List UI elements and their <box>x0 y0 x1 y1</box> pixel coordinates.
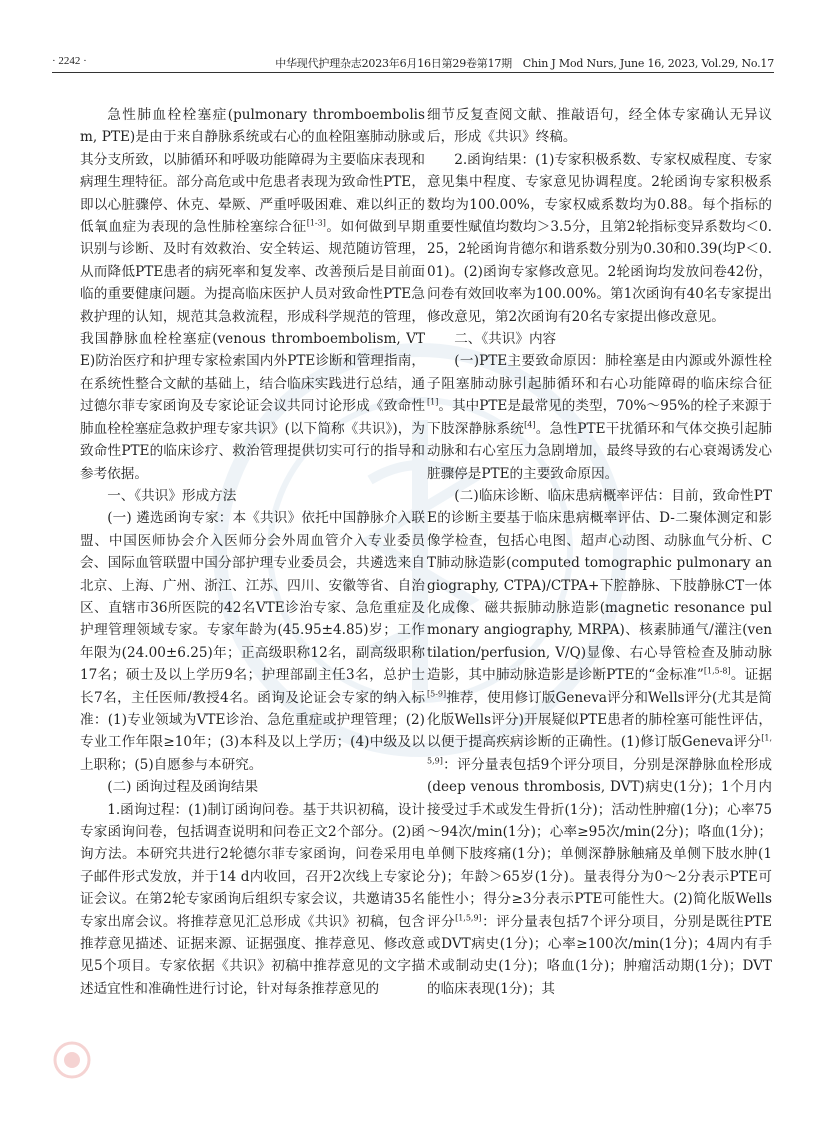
left-column <box>80 104 425 1000</box>
citation: [1-3] <box>306 218 326 228</box>
citation: [5-9] <box>427 689 447 699</box>
paragraph: 1.函询过程：(1)制订函询问卷。基于共识初稿，设计专家函询问卷，包括调查说明和问卷正文2个部分。(2)函询方法。本研究共进行2轮德尔菲专家函询，问卷采用电子邮件形式发放，并于14 d内收回，召开2次线上专家论证会议。在第2轮专家函询后组织专家会议，共邀请35名专家出席会议。将推荐意见汇总形成《共识》初稿，包含推荐意见描述、证据来源、证据强度、推荐意见、修改意见5个项目。专家依据《共识》初稿中推荐意见的文字描述适宜性和准确性进行讨论，针对每条推荐意见的 <box>80 801 425 997</box>
citation: [1] <box>427 397 439 407</box>
right-column <box>427 104 772 1000</box>
paragraph: 2.函询结果：(1)专家积极系数、专家权威程度、专家意见集中程度、专家意见协调程度。2轮函询专家积极系数均为100.00%，专家权威系数均为0.88。每个指标的重要性赋值均数均＞3.5分，且第2轮指标变异系数均＜0.25，2轮函询肯德尔和谐系数分别为0.30和0.39(均P＜0.01)。(2)函询专家修改意见。2轮函询均发放问卷42份，问卷有效回收率为100.00%。第1次函询有40名专家提出修改意见，第2次函询有20名专家提出修改意见。 <box>427 151 772 325</box>
subsection-heading: (二) 函询过程及函询结果 <box>107 779 259 796</box>
running-header <box>52 52 774 73</box>
paragraph: (一)PTE主要致命原因：肺栓塞是由内源或外源性栓子阻塞肺动脉引起肺循环和右心功能障碍的临床综合征[1]。其中PTE是最常见的类型，70%～95%的栓子来源于下肢深静脉系统[4]。急性PTE干扰循环和气体交换引起肺动脉和右心室压力急剧增加，最终导致的右心衰竭诱发心脏骤停是PTE的主要致命原因。 <box>427 353 772 482</box>
paragraph: 细节反复查阅文献、推敲语句，经全体专家确认无异议后，形成《共识》终稿。 <box>427 107 772 146</box>
citation: [1,5,9] <box>455 913 482 923</box>
subsection-heading: (一) 遴选函询专家： <box>107 510 233 527</box>
page-number: · 2242 · <box>52 55 87 67</box>
intro-paragraph: 急性肺血栓栓塞症(pulmonary thromboembolism, PTE)是由于来自静脉系统或右心的血栓阻塞肺动脉或其分支所致，以肺循环和呼吸功能障碍为主要临床表现和病理生理特征。部分高危或中危患者表现为致命性PTE，即以心脏骤停、休克、晕厥、严重呼吸困难、难以纠正的低氧血症为表现的急性肺栓塞综合征[1-3]。如何做到早期识别与诊断、及时有效救治、安全转运、规范随访管理，从而降低PTE患者的病死率和复发率、改善预后是目前面临的重要健康问题。为提高临床医护人员对致命性PTE急救护理的认知，规范其急救流程，形成科学规范的管理，我国静脉血栓栓塞症(venous thromboembolism, VTE)防治医疗和护理专家检索国内外PTE诊断和管理指南，在系统性整合文献的基础上，结合临床实践进行总结，通过德尔菲专家函询及专家论证会议共同讨论形成《致命性肺血栓栓塞症急救护理专家共识》(以下简称《共识》)，为致命性PTE的临床诊疗、救治管理提供切实可行的指导和参考依据。 <box>80 107 426 482</box>
citation: [4] <box>524 420 536 430</box>
section-heading: 二、《共识》内容 <box>454 331 557 348</box>
paragraph: (二)临床诊断、临床患病概率评估：目前，致命性PTE的诊断主要基于临床患病概率评估、D-二聚体测定和影像学检查，包括心电图、超声心动图、动脉血气分析、CT肺动脉造影(computed tomographic pulmonary angiography, CTPA)/CTPA+下腔静脉、下肢静脉CT一体化成像、磁共振肺动脉造影(magnetic resonance pulmonary angiography, MRPA)、核素肺通气/灌注(ventilation/perfusion, V/Q)显像、右心导管检查及肺动脉造影，其中肺动脉造影是诊断PTE的“金标准”[1,5-8]。证据[5-9]推荐，使用修订版Geneva评分和Wells评分(尤其是简化版Wells评分)开展疑似PTE患者的肺栓塞可能性评估，以便于提高疾病诊断的正确性。(1)修订版Geneva评分[1,5,9]：评分量表包括9个评分项目，分别是深静脉血栓形成(deep venous thrombosis, DVT)病史(1分)；1个月内接受过手术或发生骨折(1分)；活动性肿瘤(1分)；心率75～94次/min(1分)；心率≥95次/min(2分)；咯血(1分)；单侧下肢疼痛(1分)；单侧深静脉触痛及单侧下肢水肿(1分)；年龄＞65岁(1分)。量表得分为0～2分表示PTE可能性小；得分≥3分表示PTE可能性大。(2)简化版Wells评分[1,5,9]：评分量表包括7个评分项目，分别是既往PTE或DVT病史(1分)；心率≥100次/min(1分)；4周内有手术或制动史(1分)；咯血(1分)；肿瘤活动期(1分)；DVT的临床表现(1分)；其 <box>427 487 772 997</box>
paragraph: (一) 遴选函询专家：本《共识》依托中国静脉介入联盟、中国医师协会介入医师分会外周血管介入专业委员会、国际血管联盟中国分部护理专业委员会，共遴选来自北京、上海、广州、浙江、江苏、四川、安徽等省、自治区、直辖市36所医院的42名VTE诊治专家、急危重症及护理管理领域专家。专家年龄为(45.95±4.85)岁；工作年限为(24.00±6.25)年；正高级职称12名，副高级职称17名；硕士及以上学历9名；护理部副主任3名，总护士长7名，主任医师/教授4名。函询及论证会专家的纳入标准：(1)专业领域为VTE诊治、急危重症或护理管理；(2)专业工作年限≥10年；(3)本科及以上学历；(4)中级及以上职称；(5)自愿参与本研究。 <box>80 510 425 773</box>
citation: [1,5-8] <box>703 666 731 676</box>
section-heading: 一、《共识》形成方法 <box>107 487 237 504</box>
citation: [1,5,9] <box>427 733 772 766</box>
journal-citation: 中华现代护理杂志2023年6月16日第29卷第17期 Chin J Mod Nurs, June 16, 2023, Vol.29, No.17 <box>275 57 774 70</box>
seal-stamp <box>52 1040 92 1080</box>
